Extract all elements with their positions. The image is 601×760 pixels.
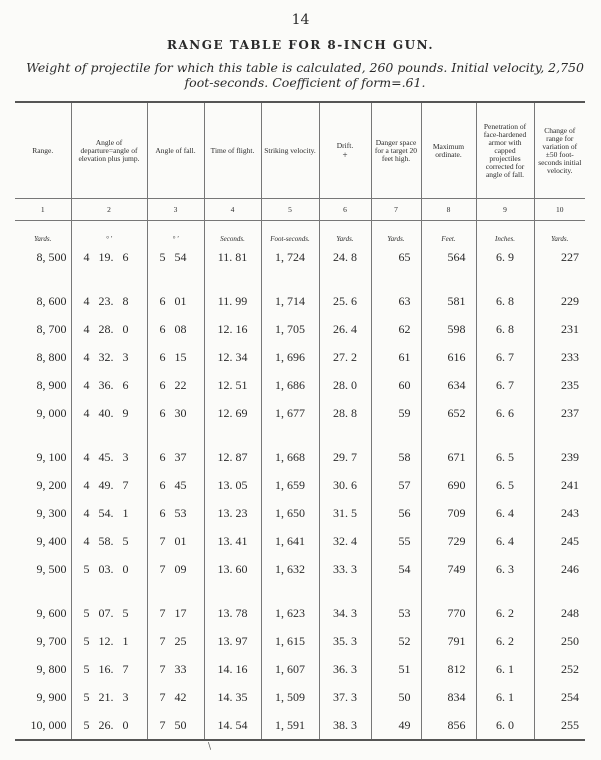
cell-danger-space: 51 (371, 655, 421, 683)
unit-label: Foot-seconds. (261, 221, 319, 244)
cell-range: 9, 600 (36, 605, 67, 620)
table-row (15, 399, 585, 427)
cell-drift: 32. 4 (319, 527, 371, 555)
cell-drift: 27. 2 (319, 343, 371, 371)
cell-time-flight: 13. 23 (204, 499, 261, 527)
column-number: 4 (204, 199, 261, 221)
cell-penetration: 6. 9 (476, 243, 534, 271)
spacer-cell (204, 271, 261, 287)
cell-danger-space: 54 (371, 555, 421, 583)
spacer-cell (261, 271, 319, 287)
drift-arrow-icon: + (342, 150, 348, 160)
spacer-cell (421, 427, 476, 443)
cell-drift: 28. 0 (319, 371, 371, 399)
unit-label: ° ′ (147, 221, 204, 244)
cell-angle-fall: 7 17 (147, 599, 204, 627)
cell-angle-departure: 4 54. 1 (71, 499, 147, 527)
group-spacer (15, 427, 585, 443)
header-striking-velocity: Striking velocity. (261, 102, 319, 199)
cell-drift: 29. 7 (319, 443, 371, 471)
cell-time-flight: 11. 81 (204, 243, 261, 271)
unit-label: Inches. (476, 221, 534, 244)
cell-max-ordinate: 729 (421, 527, 476, 555)
cell-max-ordinate: 581 (421, 287, 476, 315)
cell-angle-fall: 7 01 (147, 527, 204, 555)
spacer-cell (319, 271, 371, 287)
spacer-cell (421, 583, 476, 599)
cell-angle-departure: 4 19. 6 (71, 243, 147, 271)
cell-time-flight: 12. 34 (204, 343, 261, 371)
cell-change-range: 254 (534, 683, 585, 711)
cell-change-range: 239 (534, 443, 585, 471)
header-time-flight: Time of flight. (204, 102, 261, 199)
cell-angle-fall: 6 08 (147, 315, 204, 343)
spacer-cell (71, 427, 147, 443)
spacer-cell (261, 427, 319, 443)
column-number: 8 (421, 199, 476, 221)
cell-danger-space: 50 (371, 683, 421, 711)
cell-time-flight: 13. 60 (204, 555, 261, 583)
cell-danger-space: 58 (371, 443, 421, 471)
cell-range: 9, 200 (36, 477, 67, 492)
cell-angle-departure: 4 49. 7 (71, 471, 147, 499)
cell-angle-fall: 7 09 (147, 555, 204, 583)
cell-striking-velocity: 1, 591 (261, 711, 319, 740)
cell-striking-velocity: 1, 607 (261, 655, 319, 683)
table-row (15, 343, 585, 371)
cell-drift: 24. 8 (319, 243, 371, 271)
cell-penetration: 6. 3 (476, 555, 534, 583)
cell-time-flight: 12. 16 (204, 315, 261, 343)
spacer-cell (476, 583, 534, 599)
cell-angle-fall: 6 30 (147, 399, 204, 427)
cell-danger-space: 55 (371, 527, 421, 555)
cell-penetration: 6. 5 (476, 443, 534, 471)
cell-angle-departure: 4 28. 0 (71, 315, 147, 343)
units-row (15, 221, 585, 244)
cell-danger-space: 62 (371, 315, 421, 343)
group-spacer (15, 583, 585, 599)
cell-time-flight: 13. 78 (204, 599, 261, 627)
cell-range: 9, 800 (36, 661, 67, 676)
cell-time-flight: 14. 16 (204, 655, 261, 683)
spacer-cell (476, 427, 534, 443)
cell-angle-fall: 7 42 (147, 683, 204, 711)
cell-time-flight: 13. 41 (204, 527, 261, 555)
cell-change-range: 246 (534, 555, 585, 583)
header-angle-departure: Angle of departure=angle of elevation plus jump. (71, 102, 147, 199)
cell-drift: 33. 3 (319, 555, 371, 583)
cell-max-ordinate: 652 (421, 399, 476, 427)
unit-label: Yards. (371, 221, 421, 244)
table-row (15, 371, 585, 399)
header-danger-space: Danger space for a target 20 feet high. (371, 102, 421, 199)
cell-change-range: 231 (534, 315, 585, 343)
cell-time-flight: 12. 69 (204, 399, 261, 427)
cell-change-range: 250 (534, 627, 585, 655)
header-penetration: Penetration of face-hardened armor with capped projectiles corrected for angle of fall. (476, 102, 534, 199)
header-range: Range. (15, 102, 71, 199)
spacer-cell (319, 583, 371, 599)
cell-time-flight: 13. 05 (204, 471, 261, 499)
cell-penetration: 6. 0 (476, 711, 534, 740)
cell-range: 8, 800 (36, 349, 67, 364)
table-row (15, 655, 585, 683)
cell-penetration: 6. 8 (476, 287, 534, 315)
cell-range: 9, 700 (36, 633, 67, 648)
header-row (15, 102, 585, 199)
cell-max-ordinate: 770 (421, 599, 476, 627)
spacer-cell (534, 427, 585, 443)
spacer-cell (421, 271, 476, 287)
table-row (15, 243, 585, 271)
cell-striking-velocity: 1, 705 (261, 315, 319, 343)
cell-danger-space: 60 (371, 371, 421, 399)
cell-change-range: 255 (534, 711, 585, 740)
cell-angle-departure: 4 32. 3 (71, 343, 147, 371)
cell-change-range: 235 (534, 371, 585, 399)
cell-change-range: 227 (534, 243, 585, 271)
cell-angle-fall: 6 15 (147, 343, 204, 371)
spacer-cell (147, 583, 204, 599)
spacer-cell (261, 583, 319, 599)
cell-range: 9, 900 (36, 689, 67, 704)
spacer-cell (371, 427, 421, 443)
cell-max-ordinate: 709 (421, 499, 476, 527)
cell-angle-departure: 5 12. 1 (71, 627, 147, 655)
cell-danger-space: 53 (371, 599, 421, 627)
cell-drift: 31. 5 (319, 499, 371, 527)
cell-angle-departure: 5 21. 3 (71, 683, 147, 711)
table-row (15, 555, 585, 583)
group-spacer (15, 271, 585, 287)
cell-striking-velocity: 1, 677 (261, 399, 319, 427)
range-table (15, 101, 585, 741)
table-row (15, 315, 585, 343)
cell-angle-fall: 6 22 (147, 371, 204, 399)
column-number: 6 (319, 199, 371, 221)
spacer-cell (534, 271, 585, 287)
unit-label: Yards. (319, 221, 371, 244)
cell-penetration: 6. 4 (476, 499, 534, 527)
spacer-cell (71, 271, 147, 287)
cell-max-ordinate: 634 (421, 371, 476, 399)
cell-angle-departure: 5 26. 0 (71, 711, 147, 740)
cell-angle-fall: 6 01 (147, 287, 204, 315)
spacer-cell (204, 427, 261, 443)
cell-angle-fall: 7 25 (147, 627, 204, 655)
column-number: 7 (371, 199, 421, 221)
spacer-cell (319, 427, 371, 443)
cell-angle-departure: 4 40. 9 (71, 399, 147, 427)
cell-change-range: 233 (534, 343, 585, 371)
spacer-cell (476, 271, 534, 287)
cell-max-ordinate: 812 (421, 655, 476, 683)
cell-change-range: 241 (534, 471, 585, 499)
cell-range: 8, 900 (36, 377, 67, 392)
cell-danger-space: 61 (371, 343, 421, 371)
column-number: 10 (534, 199, 585, 221)
cell-angle-departure: 4 58. 5 (71, 527, 147, 555)
cell-penetration: 6. 7 (476, 343, 534, 371)
cell-time-flight: 14. 54 (204, 711, 261, 740)
cell-max-ordinate: 834 (421, 683, 476, 711)
cell-angle-fall: 7 50 (147, 711, 204, 740)
cell-angle-departure: 5 16. 7 (71, 655, 147, 683)
table-row (15, 683, 585, 711)
cell-striking-velocity: 1, 724 (261, 243, 319, 271)
cell-penetration: 6. 5 (476, 471, 534, 499)
page-subtitle: Weight of projectile for which this table is calculated, 260 pounds. Initial velocity, 2,750 foot-seconds. Coefficient of form=.61. (26, 60, 584, 90)
cell-striking-velocity: 1, 696 (261, 343, 319, 371)
scan-mark: \ (208, 742, 212, 752)
spacer-cell (147, 271, 204, 287)
unit-label: Yards. (534, 221, 585, 244)
cell-change-range: 252 (534, 655, 585, 683)
page-number: 14 (291, 12, 310, 28)
cell-penetration: 6. 4 (476, 527, 534, 555)
cell-penetration: 6. 1 (476, 683, 534, 711)
cell-penetration: 6. 1 (476, 655, 534, 683)
cell-danger-space: 63 (371, 287, 421, 315)
cell-time-flight: 12. 87 (204, 443, 261, 471)
cell-change-range: 243 (534, 499, 585, 527)
cell-penetration: 6. 8 (476, 315, 534, 343)
cell-angle-fall: 6 45 (147, 471, 204, 499)
cell-drift: 37. 3 (319, 683, 371, 711)
table-row (15, 711, 585, 740)
table-row (15, 627, 585, 655)
cell-max-ordinate: 564 (421, 243, 476, 271)
header-drift: Drift. + (319, 102, 371, 199)
cell-time-flight: 12. 51 (204, 371, 261, 399)
cell-danger-space: 52 (371, 627, 421, 655)
cell-danger-space: 56 (371, 499, 421, 527)
cell-change-range: 248 (534, 599, 585, 627)
cell-range: 10, 000 (15, 711, 71, 740)
table-row (15, 527, 585, 555)
spacer-cell (15, 583, 71, 599)
cell-danger-space: 59 (371, 399, 421, 427)
cell-danger-space: 57 (371, 471, 421, 499)
cell-danger-space: 49 (371, 711, 421, 740)
cell-range: 9, 100 (36, 449, 67, 464)
cell-range: 9, 400 (36, 533, 67, 548)
cell-striking-velocity: 1, 509 (261, 683, 319, 711)
cell-range: 9, 300 (36, 505, 67, 520)
cell-striking-velocity: 1, 659 (261, 471, 319, 499)
spacer-cell (147, 427, 204, 443)
cell-max-ordinate: 791 (421, 627, 476, 655)
unit-label: Yards. (34, 235, 52, 243)
cell-drift: 38. 3 (319, 711, 371, 740)
spacer-cell (534, 583, 585, 599)
cell-change-range: 245 (534, 527, 585, 555)
cell-drift: 25. 6 (319, 287, 371, 315)
cell-drift: 28. 8 (319, 399, 371, 427)
spacer-cell (15, 427, 71, 443)
cell-striking-velocity: 1, 668 (261, 443, 319, 471)
cell-max-ordinate: 598 (421, 315, 476, 343)
cell-change-range: 229 (534, 287, 585, 315)
cell-range: 9, 500 (36, 561, 67, 576)
column-number: 9 (476, 199, 534, 221)
page-title: RANGE TABLE FOR 8-INCH GUN. (166, 38, 434, 52)
cell-max-ordinate: 690 (421, 471, 476, 499)
cell-max-ordinate: 749 (421, 555, 476, 583)
unit-label: Seconds. (204, 221, 261, 244)
cell-max-ordinate: 616 (421, 343, 476, 371)
cell-range: 8, 600 (36, 293, 67, 308)
header-change-range: Change of range for variation of ±50 foot-seconds initial velocity. (534, 102, 585, 199)
table-row (15, 287, 585, 315)
cell-angle-fall: 6 53 (147, 499, 204, 527)
cell-time-flight: 13. 97 (204, 627, 261, 655)
cell-striking-velocity: 1, 641 (261, 527, 319, 555)
cell-drift: 34. 3 (319, 599, 371, 627)
header-max-ordinate: Maximum ordinate. (421, 102, 476, 199)
cell-range: 9, 000 (36, 405, 67, 420)
table-row (15, 471, 585, 499)
column-number-row (15, 199, 585, 221)
cell-angle-departure: 4 23. 8 (71, 287, 147, 315)
table-row (15, 499, 585, 527)
column-number: 2 (71, 199, 147, 221)
spacer-cell (204, 583, 261, 599)
cell-time-flight: 14. 35 (204, 683, 261, 711)
cell-angle-fall: 5 54 (147, 243, 204, 271)
table-row (15, 599, 585, 627)
cell-max-ordinate: 856 (421, 711, 476, 740)
cell-striking-velocity: 1, 686 (261, 371, 319, 399)
cell-drift: 35. 3 (319, 627, 371, 655)
cell-penetration: 6. 6 (476, 399, 534, 427)
table-body (15, 243, 585, 740)
cell-striking-velocity: 1, 650 (261, 499, 319, 527)
cell-striking-velocity: 1, 615 (261, 627, 319, 655)
header-angle-fall: Angle of fall. (147, 102, 204, 199)
cell-change-range: 237 (534, 399, 585, 427)
cell-time-flight: 11. 99 (204, 287, 261, 315)
cell-striking-velocity: 1, 623 (261, 599, 319, 627)
spacer-cell (15, 271, 71, 287)
unit-label: Feet. (421, 221, 476, 244)
cell-penetration: 6. 2 (476, 627, 534, 655)
cell-angle-fall: 6 37 (147, 443, 204, 471)
spacer-cell (71, 583, 147, 599)
unit-label: ° ′ (71, 221, 147, 244)
column-number: 5 (261, 199, 319, 221)
cell-angle-departure: 5 07. 5 (71, 599, 147, 627)
cell-angle-departure: 4 36. 6 (71, 371, 147, 399)
column-number: 3 (147, 199, 204, 221)
cell-danger-space: 65 (371, 243, 421, 271)
cell-angle-departure: 5 03. 0 (71, 555, 147, 583)
cell-penetration: 6. 7 (476, 371, 534, 399)
column-number: 1 (15, 199, 71, 221)
cell-drift: 26. 4 (319, 315, 371, 343)
table-row (15, 443, 585, 471)
cell-range: 8, 700 (36, 321, 67, 336)
cell-angle-departure: 4 45. 3 (71, 443, 147, 471)
cell-max-ordinate: 671 (421, 443, 476, 471)
cell-drift: 36. 3 (319, 655, 371, 683)
spacer-cell (371, 583, 421, 599)
cell-angle-fall: 7 33 (147, 655, 204, 683)
cell-penetration: 6. 2 (476, 599, 534, 627)
cell-striking-velocity: 1, 714 (261, 287, 319, 315)
cell-range: 8, 500 (36, 249, 67, 264)
spacer-cell (371, 271, 421, 287)
cell-drift: 30. 6 (319, 471, 371, 499)
cell-striking-velocity: 1, 632 (261, 555, 319, 583)
